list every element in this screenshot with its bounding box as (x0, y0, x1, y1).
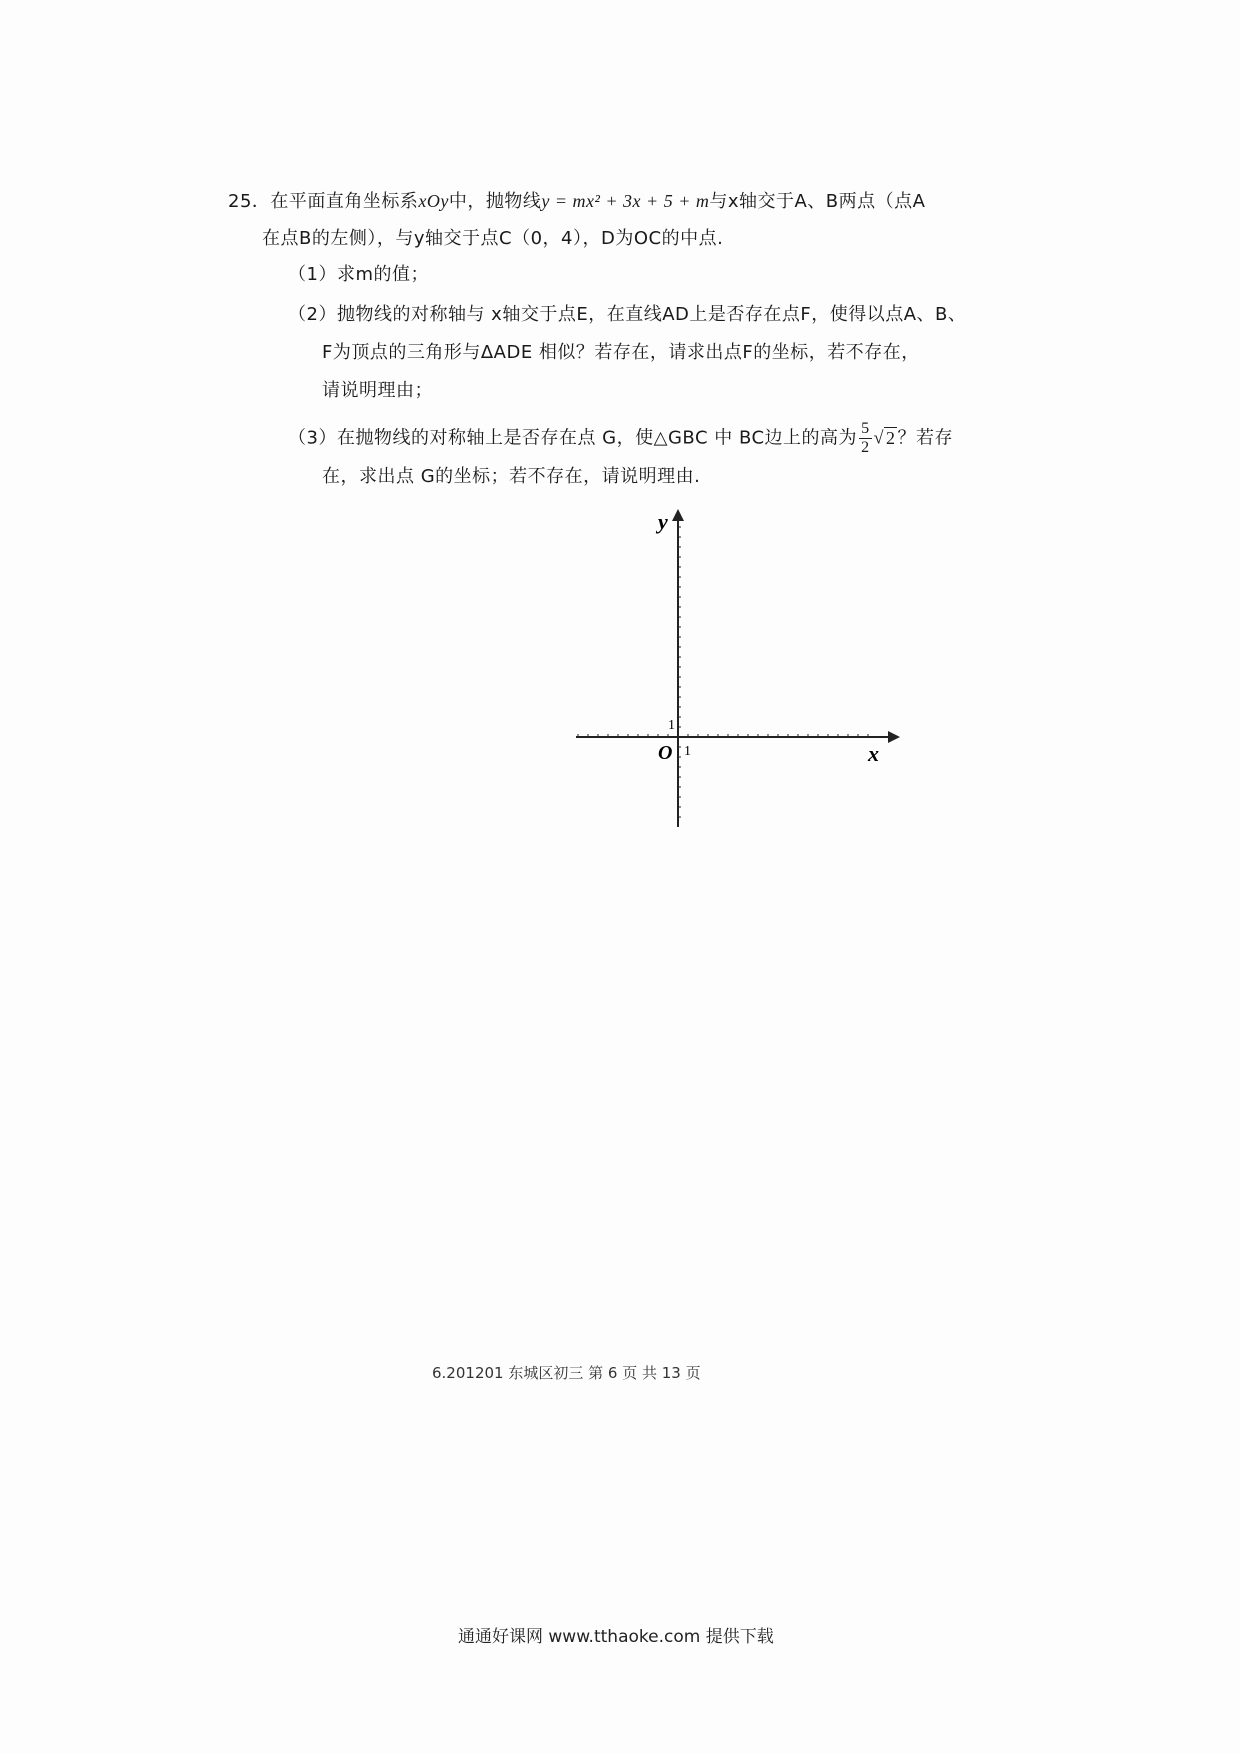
problem-line-2: 在点B的左侧），与y轴交于点C（0，4），D为OC的中点. (262, 228, 724, 249)
problem-text-pre: 在平面直角坐标系 (270, 191, 419, 212)
source-footer: 通通好课网 www.tthaoke.com 提供下载 (458, 1627, 774, 1647)
y-tick-one-label: 1 (668, 718, 675, 733)
y-axis-arrow (672, 509, 684, 521)
page-footer: 6.201201 东城区初三 第 6 页 共 13 页 (432, 1364, 701, 1382)
problem-text-mid: 中，抛物线 (448, 191, 542, 212)
xoy-label: xOy (418, 191, 449, 211)
sqrt-radicand: 2 (885, 427, 896, 448)
sqrt-expression: √ 2 (873, 427, 896, 448)
y-axis-label: y (658, 509, 668, 534)
fraction-numerator: 5 (861, 420, 870, 437)
part-2-line-2: F为顶点的三角形与ΔADE 相似？若存在，请求出点F的坐标，若不存在， (322, 342, 920, 363)
part-3-text-pre: （3）在抛物线的对称轴上是否存在点 G，使△GBC 中 BC边上的高为 (288, 427, 858, 449)
coordinate-axes (570, 505, 900, 835)
part-3-line-1 (288, 420, 953, 457)
x-axis-label: x (868, 741, 879, 766)
part-1: （1）求m的值； (288, 264, 429, 285)
problem-number: 25 (228, 191, 252, 212)
x-axis-arrow (888, 731, 900, 743)
part-3-line-2: 在，求出点 G的坐标；若不存在，请说明理由. (322, 466, 701, 487)
part-2-line-3: 请说明理由； (322, 380, 433, 401)
problem-line-1: 25．在平面直角坐标系xOy中，抛物线y = mx² + 3x + 5 + m与x轴交于A、B两点（点A (228, 191, 926, 212)
x-tick-one-label: 1 (684, 744, 691, 759)
part-3-text-post: ？若存 (897, 427, 953, 449)
parabola-equation: y = mx² + 3x + 5 + m (541, 191, 710, 211)
problem-text-post: 与x轴交于A、B两点（点A (709, 191, 926, 212)
part-2-line-1: （2）抛物线的对称轴与 x轴交于点E，在直线AD上是否存在点F，使得以点A、B、 (288, 304, 967, 325)
axis-ticks (578, 527, 868, 817)
origin-label: O (658, 742, 673, 764)
height-fraction (859, 420, 872, 457)
fraction-denominator: 2 (861, 439, 870, 456)
